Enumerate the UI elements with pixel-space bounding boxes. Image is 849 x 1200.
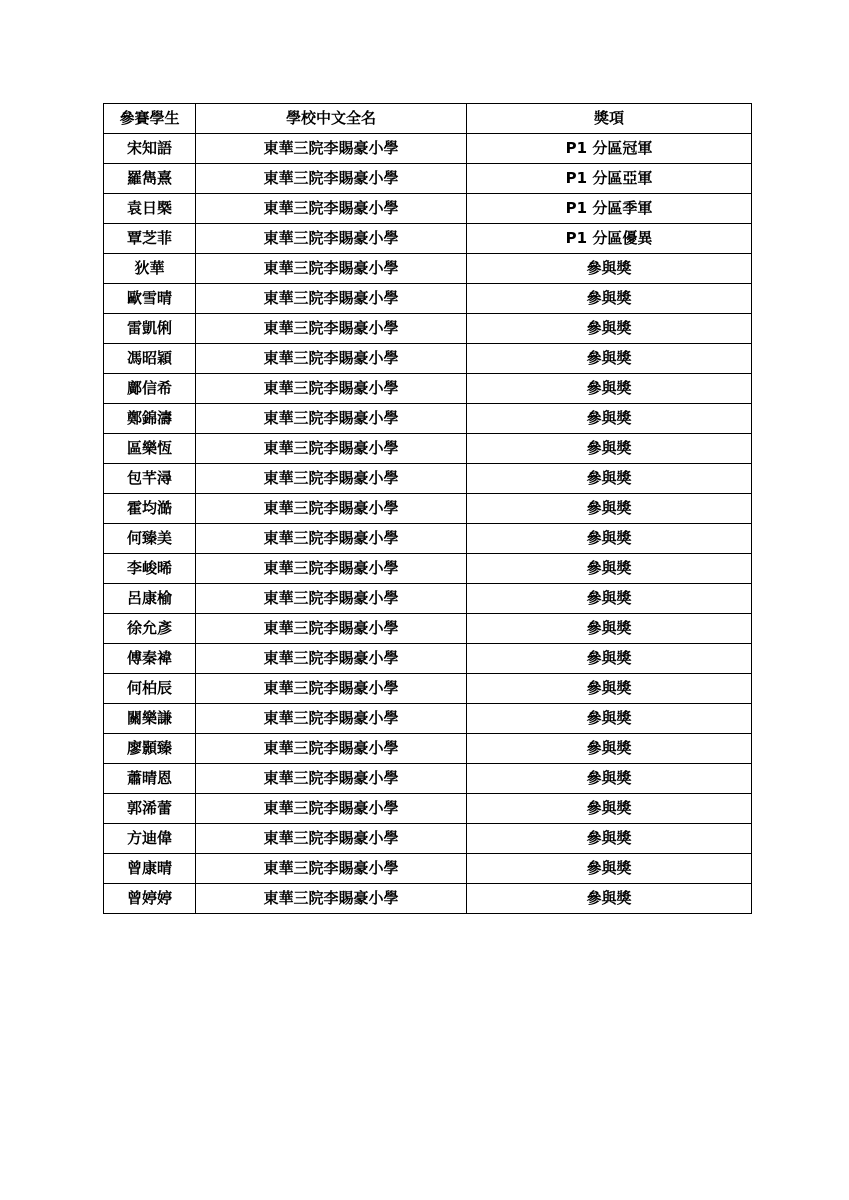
student-name-cell: 何臻美 xyxy=(104,524,196,554)
award-cell: P1 分區冠軍 xyxy=(467,134,752,164)
award-cell: P1 分區季軍 xyxy=(467,194,752,224)
school-name-cell: 東華三院李賜豪小學 xyxy=(196,614,467,644)
table-body xyxy=(104,134,752,914)
header-school: 學校中文全名 xyxy=(196,104,467,134)
table-row xyxy=(104,854,752,884)
school-name-cell: 東華三院李賜豪小學 xyxy=(196,494,467,524)
header-row xyxy=(104,104,752,134)
student-name-cell: 覃芝菲 xyxy=(104,224,196,254)
award-cell: P1 分區優異 xyxy=(467,224,752,254)
award-cell: 參與獎 xyxy=(467,314,752,344)
student-name-cell: 徐允彥 xyxy=(104,614,196,644)
student-name-cell: 方迪偉 xyxy=(104,824,196,854)
student-name-cell: 狄華 xyxy=(104,254,196,284)
table-row xyxy=(104,644,752,674)
student-name-cell: 鄺信希 xyxy=(104,374,196,404)
table-row xyxy=(104,614,752,644)
table-row xyxy=(104,194,752,224)
student-name-cell: 歐雪晴 xyxy=(104,284,196,314)
table-header xyxy=(104,104,752,134)
award-cell: 參與獎 xyxy=(467,584,752,614)
student-name-cell: 包芊潯 xyxy=(104,464,196,494)
school-name-cell: 東華三院李賜豪小學 xyxy=(196,554,467,584)
table-row xyxy=(104,494,752,524)
school-name-cell: 東華三院李賜豪小學 xyxy=(196,224,467,254)
award-cell: 參與獎 xyxy=(467,824,752,854)
table-row xyxy=(104,764,752,794)
student-name-cell: 關樂謙 xyxy=(104,704,196,734)
award-cell: 參與獎 xyxy=(467,764,752,794)
student-name-cell: 鄭錦濤 xyxy=(104,404,196,434)
school-name-cell: 東華三院李賜豪小學 xyxy=(196,164,467,194)
school-name-cell: 東華三院李賜豪小學 xyxy=(196,884,467,914)
student-name-cell: 何柏辰 xyxy=(104,674,196,704)
header-student: 參賽學生 xyxy=(104,104,196,134)
table-row xyxy=(104,374,752,404)
header-award: 獎項 xyxy=(467,104,752,134)
award-cell: 參與獎 xyxy=(467,374,752,404)
student-name-cell: 郭浠蕾 xyxy=(104,794,196,824)
table-row xyxy=(104,434,752,464)
table-row xyxy=(104,524,752,554)
student-name-cell: 宋知語 xyxy=(104,134,196,164)
award-cell: P1 分區亞軍 xyxy=(467,164,752,194)
table-row xyxy=(104,254,752,284)
student-name-cell: 蕭晴恩 xyxy=(104,764,196,794)
school-name-cell: 東華三院李賜豪小學 xyxy=(196,524,467,554)
student-name-cell: 曾康晴 xyxy=(104,854,196,884)
student-name-cell: 區樂恆 xyxy=(104,434,196,464)
award-cell: 參與獎 xyxy=(467,614,752,644)
table-row xyxy=(104,404,752,434)
award-cell: 參與獎 xyxy=(467,284,752,314)
school-name-cell: 東華三院李賜豪小學 xyxy=(196,764,467,794)
table-row xyxy=(104,314,752,344)
award-cell: 參與獎 xyxy=(467,674,752,704)
table-row xyxy=(104,884,752,914)
school-name-cell: 東華三院李賜豪小學 xyxy=(196,374,467,404)
school-name-cell: 東華三院李賜豪小學 xyxy=(196,734,467,764)
award-cell: 參與獎 xyxy=(467,434,752,464)
student-name-cell: 雷凱俐 xyxy=(104,314,196,344)
student-name-cell: 羅雋熹 xyxy=(104,164,196,194)
table-row xyxy=(104,824,752,854)
table-row xyxy=(104,794,752,824)
school-name-cell: 東華三院李賜豪小學 xyxy=(196,254,467,284)
table-row xyxy=(104,344,752,374)
award-cell: 參與獎 xyxy=(467,884,752,914)
student-name-cell: 廖顥臻 xyxy=(104,734,196,764)
award-cell: 參與獎 xyxy=(467,554,752,584)
award-cell: 參與獎 xyxy=(467,404,752,434)
student-name-cell: 李峻晞 xyxy=(104,554,196,584)
award-cell: 參與獎 xyxy=(467,494,752,524)
student-name-cell: 袁日槩 xyxy=(104,194,196,224)
school-name-cell: 東華三院李賜豪小學 xyxy=(196,194,467,224)
table-row xyxy=(104,224,752,254)
school-name-cell: 東華三院李賜豪小學 xyxy=(196,704,467,734)
student-name-cell: 曾婷婷 xyxy=(104,884,196,914)
award-cell: 參與獎 xyxy=(467,644,752,674)
school-name-cell: 東華三院李賜豪小學 xyxy=(196,794,467,824)
table-row xyxy=(104,134,752,164)
award-cell: 參與獎 xyxy=(467,854,752,884)
award-cell: 參與獎 xyxy=(467,734,752,764)
award-results-table xyxy=(103,103,752,914)
school-name-cell: 東華三院李賜豪小學 xyxy=(196,434,467,464)
student-name-cell: 呂康榆 xyxy=(104,584,196,614)
table-row xyxy=(104,164,752,194)
award-cell: 參與獎 xyxy=(467,524,752,554)
table-row xyxy=(104,584,752,614)
table-row xyxy=(104,284,752,314)
award-cell: 參與獎 xyxy=(467,464,752,494)
table-row xyxy=(104,554,752,584)
school-name-cell: 東華三院李賜豪小學 xyxy=(196,824,467,854)
school-name-cell: 東華三院李賜豪小學 xyxy=(196,284,467,314)
table-row xyxy=(104,464,752,494)
award-cell: 參與獎 xyxy=(467,794,752,824)
table-row xyxy=(104,674,752,704)
school-name-cell: 東華三院李賜豪小學 xyxy=(196,584,467,614)
school-name-cell: 東華三院李賜豪小學 xyxy=(196,314,467,344)
school-name-cell: 東華三院李賜豪小學 xyxy=(196,134,467,164)
student-name-cell: 馮昭穎 xyxy=(104,344,196,374)
school-name-cell: 東華三院李賜豪小學 xyxy=(196,404,467,434)
award-cell: 參與獎 xyxy=(467,344,752,374)
table-row xyxy=(104,704,752,734)
award-cell: 參與獎 xyxy=(467,704,752,734)
school-name-cell: 東華三院李賜豪小學 xyxy=(196,854,467,884)
student-name-cell: 傅秦褘 xyxy=(104,644,196,674)
school-name-cell: 東華三院李賜豪小學 xyxy=(196,644,467,674)
award-cell: 參與獎 xyxy=(467,254,752,284)
table-row xyxy=(104,734,752,764)
school-name-cell: 東華三院李賜豪小學 xyxy=(196,464,467,494)
school-name-cell: 東華三院李賜豪小學 xyxy=(196,344,467,374)
student-name-cell: 霍均澔 xyxy=(104,494,196,524)
school-name-cell: 東華三院李賜豪小學 xyxy=(196,674,467,704)
